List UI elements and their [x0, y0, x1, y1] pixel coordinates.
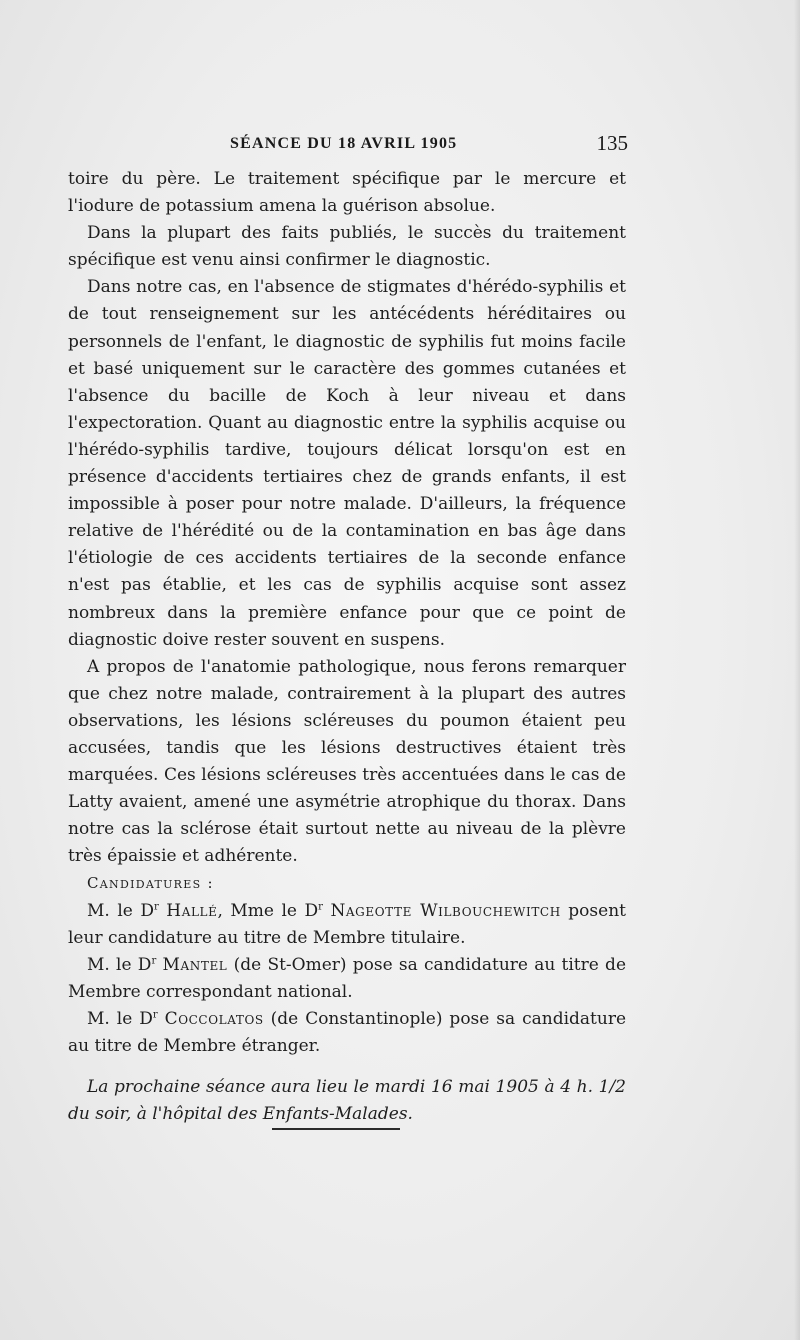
paragraph-1: toire du père. Le traitement spécifique par le mercure et l'iodure de potassium amena la guérison absolue.: [68, 169, 626, 217]
candidature-3-text: (de Constantinople) pose sa candidature au titre de Membre étranger.: [68, 1008, 627, 1056]
body-text: [68, 166, 626, 1128]
candidature-1-prefix: M. le D: [87, 900, 154, 921]
paragraph-3: Dans notre cas, en l'absence de stigmates d'hérédo-syphilis et de tout renseignement sur les antécédents héréditaires ou personnels de l'enfant, le diagnostic de syphilis fut moins facile et basé uniquement sur le caractère des gommes cutanées et l'absence du bacille de Koch à leur niveau et dans l'expectoration. Quant au diagnostic entre la syphilis acquise ou l'hérédo-syphilis tardive, toujours délicat lorsqu'on est en présence d'accidents tertiaires chez de grands enfants, il est impossible à poser pour notre malade. D'ailleurs, la fréquence relative de l'hérédité ou de la contamination en bas âge dans l'étiologie de ces accidents tertiaires de la seconde enfance n'est pas établie, et les cas de syphilis acquise sont assez nombreux dans la première enfance pour que ce point de diagnostic doive rester souvent en suspens.: [68, 277, 626, 650]
candidature-1-sup2: r: [318, 900, 323, 912]
candidature-3-prefix: M. le D: [87, 1008, 153, 1029]
candidature-2-prefix: M. le D: [87, 954, 152, 975]
running-head: SÉANCE DU 18 AVRIL 1905: [230, 135, 458, 152]
candidate-name-mantel: Mantel: [162, 954, 228, 975]
candidature-3-sup: r: [152, 1009, 158, 1021]
candidature-1-mid: , Mme le D: [217, 900, 319, 921]
candidature-2: [68, 952, 626, 1006]
candidature-3: [68, 1006, 626, 1060]
page-header: [68, 131, 628, 161]
candidatures-heading: Candidatures :: [87, 874, 214, 893]
candidature-2-text: (de St-Omer) pose sa candidature au titre de Membre correspondant national.: [68, 954, 627, 1002]
candidature-1: [68, 898, 626, 952]
paragraph-4: A propos de l'anatomie pathologique, nous ferons remarquer que chez notre malade, contrairement à la plupart des autres observations, les lésions scléreuses du poumon étaient peu accusées, tandis que les lésions destructives étaient très marquées. Ces lésions scléreuses très accentuées dans le cas de Latty avaient, amené une asymétrie atrophique du thorax. Dans notre cas la sclérose était surtout nette au niveau de la plèvre très épaissie et adhérente.: [68, 656, 626, 867]
candidate-name-nageotte: Nageotte Wilbouchewitch: [330, 900, 561, 921]
page-number: 135: [596, 131, 628, 155]
candidature-2-sup: r: [151, 955, 157, 967]
candidate-name-halle: Hallé: [166, 900, 218, 921]
page-edge-shadow: [794, 0, 800, 1340]
candidature-1-text: posent leur candidature au titre de Membre titulaire.: [68, 900, 626, 948]
next-session-note: La prochaine séance aura lieu le mardi 16 mai 1905 à 4 h. 1/2 du soir, à l'hôpital des Enfants-Malades.: [68, 1077, 626, 1125]
paragraph-2: Dans la plupart des faits publiés, le succès du traitement spécifique est venu ainsi confirmer le diagnostic.: [68, 223, 626, 271]
end-rule: [272, 1128, 400, 1130]
candidate-name-coccolatos: Coccolatos: [164, 1008, 264, 1029]
candidature-1-sup: r: [153, 900, 159, 912]
